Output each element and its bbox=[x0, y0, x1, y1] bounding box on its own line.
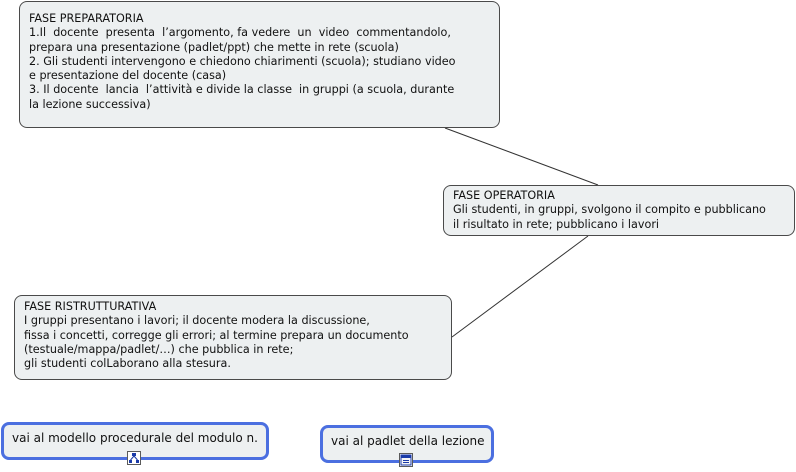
node-title: FASE OPERATORIA bbox=[453, 189, 555, 202]
node-title: FASE PREPARATORIA bbox=[29, 12, 144, 25]
node-text-line: il risultato in rete; pubblicano i lavori bbox=[453, 217, 660, 231]
connector-preparatoria-operatoria bbox=[445, 128, 598, 185]
node-text-line: 3. Il docente lancia l’attività e divide la classe in gruppi (a scuola, durante bbox=[29, 83, 455, 97]
node-text-line: prepara una presentazione (padlet/ppt) che mette in rete (scuola) bbox=[29, 40, 399, 54]
node-fase-ristrutturativa[interactable] bbox=[14, 295, 452, 380]
node-text-line: fissa i concetti, corregge gli errori; al termine prepara un documento bbox=[24, 328, 409, 342]
node-text-line: 2. Gli studenti intervengono e chiedono chiarimenti (scuola); studiano video bbox=[29, 54, 456, 68]
link-label: vai al modello procedurale del modulo n. bbox=[12, 431, 258, 445]
node-fase-preparatoria[interactable] bbox=[19, 1, 500, 128]
node-title: FASE RISTRUTTURATIVA bbox=[24, 300, 157, 313]
web-page-icon[interactable] bbox=[399, 453, 413, 467]
node-text-line: I gruppi presentano i lavori; il docente modera la discussione, bbox=[24, 314, 370, 328]
node-text-line: Gli studenti, in gruppi, svolgono il compito e pubblicano bbox=[453, 203, 766, 217]
node-text-line: (testuale/mappa/padlet/…) che pubblica in rete; bbox=[24, 342, 294, 356]
concept-map-icon[interactable] bbox=[127, 451, 141, 465]
node-fase-operatoria[interactable] bbox=[443, 185, 795, 236]
node-text-line: 1.Il docente presenta l’argomento, fa vedere un video commentandolo, bbox=[29, 26, 451, 40]
link-label: vai al padlet della lezione bbox=[331, 434, 485, 448]
connector-operatoria-ristrutturativa bbox=[452, 236, 588, 337]
node-text-line: la lezione successiva) bbox=[29, 97, 151, 111]
node-text-line: gli studenti colLaborano alla stesura. bbox=[24, 357, 231, 371]
node-text-line: e presentazione del docente (casa) bbox=[29, 69, 227, 83]
